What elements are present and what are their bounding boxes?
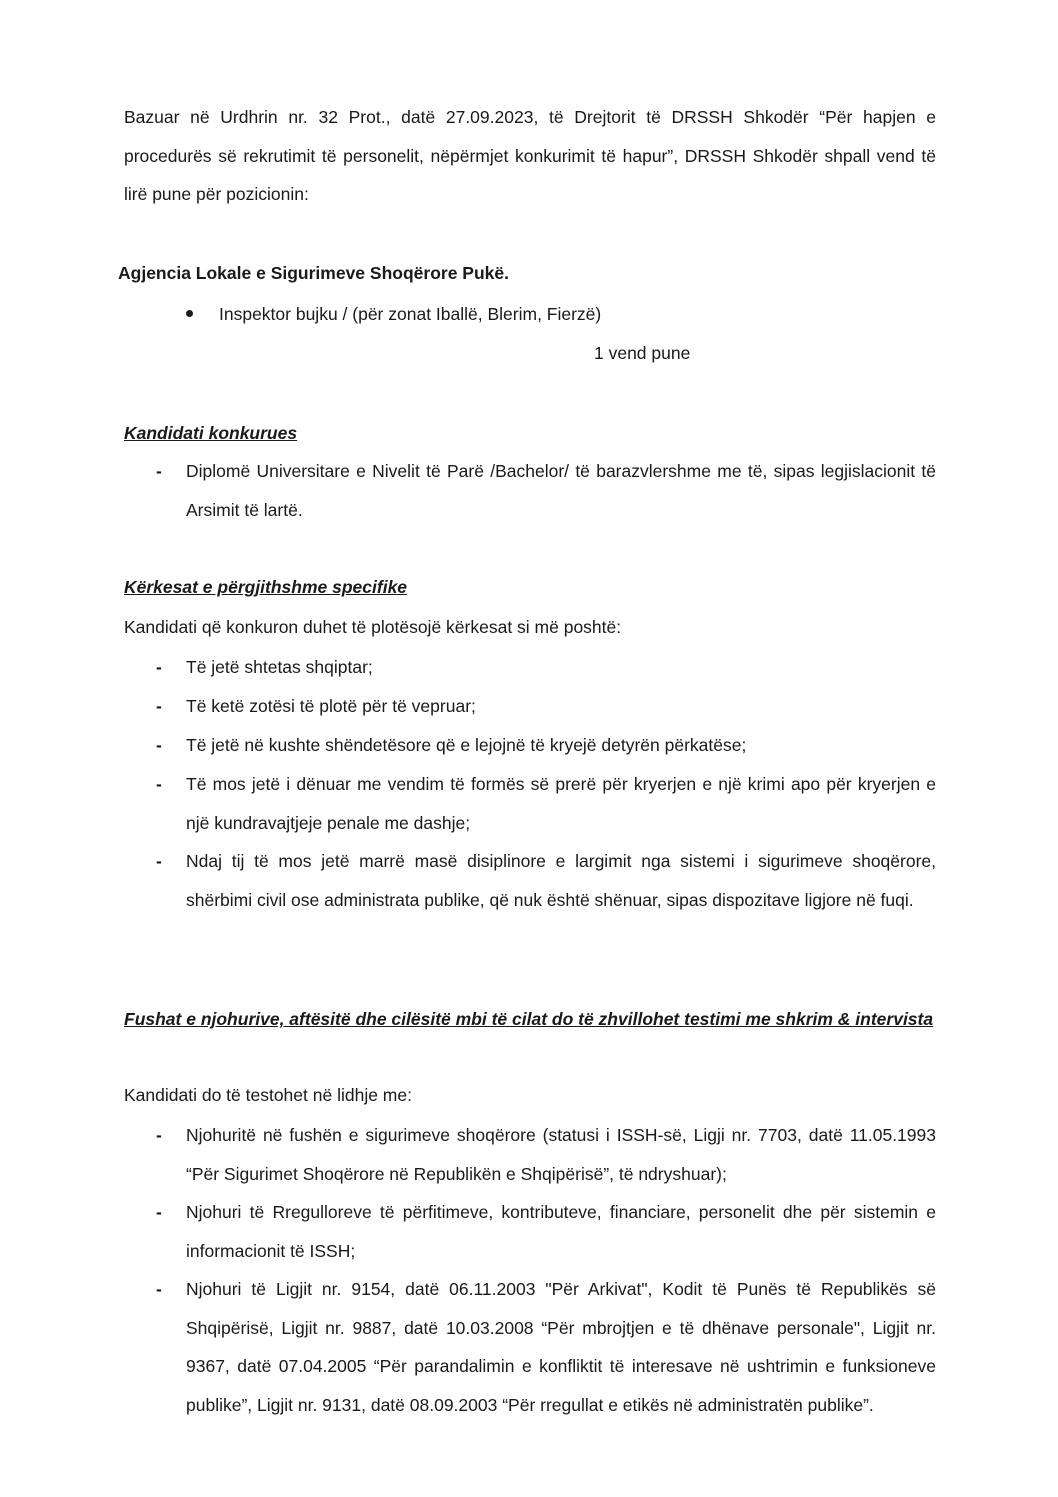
list-item-text: Njohuri të Ligjit nr. 9154, datë 06.11.2003 "Për Arkivat", Kodit të Punës të Republikës së Shqipërisë, Ligjit nr. 9887, datë 10.03.2008 “Për mbrojtjen e të dhënave personale", Ligjit nr. 9367, datë 07.04.2005 “Për parandalimin e konfliktit të interesave në ushtrimin e funksioneve publike”, Ligjit nr. 9131, datë 08.09.2003 “Për rregullat e etikës në administratën publike”. xyxy=(186,1279,936,1415)
bullet-icon xyxy=(186,310,193,317)
dash-marker: - xyxy=(156,461,162,481)
dash-marker: - xyxy=(156,1202,162,1222)
position-item xyxy=(186,299,601,329)
list-item-text: Të jetë shtetas shqiptar; xyxy=(186,657,373,677)
dash-marker: - xyxy=(156,1125,162,1145)
list-item-text: Të mos jetë i dënuar me vendim të formës së prerë për kryerjen e një krimi apo për kryerjen e një kundravajtjeje penale me dashje; xyxy=(186,774,936,833)
requirements-lead: Kandidati që konkuron duhet të plotësojë kërkesat si më poshtë: xyxy=(124,617,622,637)
agency-title: Agjencia Lokale e Sigurimeve Shoqërore Pukë. xyxy=(118,263,509,283)
list-item-text: Të ketë zotësi të plotë për të vepruar; xyxy=(186,696,476,716)
list-item-text: Të jetë në kushte shëndetësore që e lejojnë të kryejë detyrën përkatëse; xyxy=(186,735,747,755)
dash-marker: - xyxy=(156,735,162,755)
list-item-text: Njohuri të Rregulloreve të përfitimeve, kontributeve, financiare, personelit dhe për sistemin e informacionit të ISSH; xyxy=(186,1202,936,1261)
list-item-text: Diplomë Universitare e Nivelit të Parë /Bachelor/ të barazvlershme me të, sipas legjislacionit të Arsimit të lartë. xyxy=(186,461,936,520)
section-heading-requirements: Kërkesat e përgjithshme specifike xyxy=(124,577,408,597)
dash-marker: - xyxy=(156,1279,162,1299)
dash-marker: - xyxy=(156,851,162,871)
section-heading-knowledge-text: Fushat e njohurive, aftësitë dhe cilësitë mbi të cilat do të zhvillohet testimi me shkrim & intervista xyxy=(124,1009,934,1029)
knowledge-lead: Kandidati do të testohet në lidhje me: xyxy=(124,1085,412,1105)
intro-paragraph: Bazuar në Urdhrin nr. 32 Prot., datë 27.09.2023, të Drejtorit të DRSSH Shkodër “Për hapjen e procedurës së rekrutimit të personelit, nëpërmjet konkurimit të hapur”, DRSSH Shkodër shpall vend të lirë pune për pozicionin: xyxy=(124,107,936,204)
list-item-text: Njohuritë në fushën e sigurimeve shoqërore (statusi i ISSH-së, Ligji nr. 7703, datë 11.05.1993 “Për Sigurimet Shoqërore në Republikën e Shqipërisë”, të ndryshuar); xyxy=(186,1125,936,1184)
dash-marker: - xyxy=(156,696,162,716)
dash-marker: - xyxy=(156,657,162,677)
dash-marker: - xyxy=(156,774,162,794)
list-item-text: Ndaj tij të mos jetë marrë masë disiplinore e largimit nga sistemi i sigurimeve shoqërore, shërbimi civil ose administrata publike, që nuk është shënuar, sipas dispozitave ligjore në fuqi. xyxy=(186,851,936,910)
section-heading-candidate: Kandidati konkurues xyxy=(124,423,298,443)
position-label: Inspektor bujku / (për zonat Iballë, Blerim, Fierzë) xyxy=(219,304,602,324)
section-heading-knowledge xyxy=(124,1000,936,1039)
positions-count: 1 vend pune xyxy=(594,343,691,363)
